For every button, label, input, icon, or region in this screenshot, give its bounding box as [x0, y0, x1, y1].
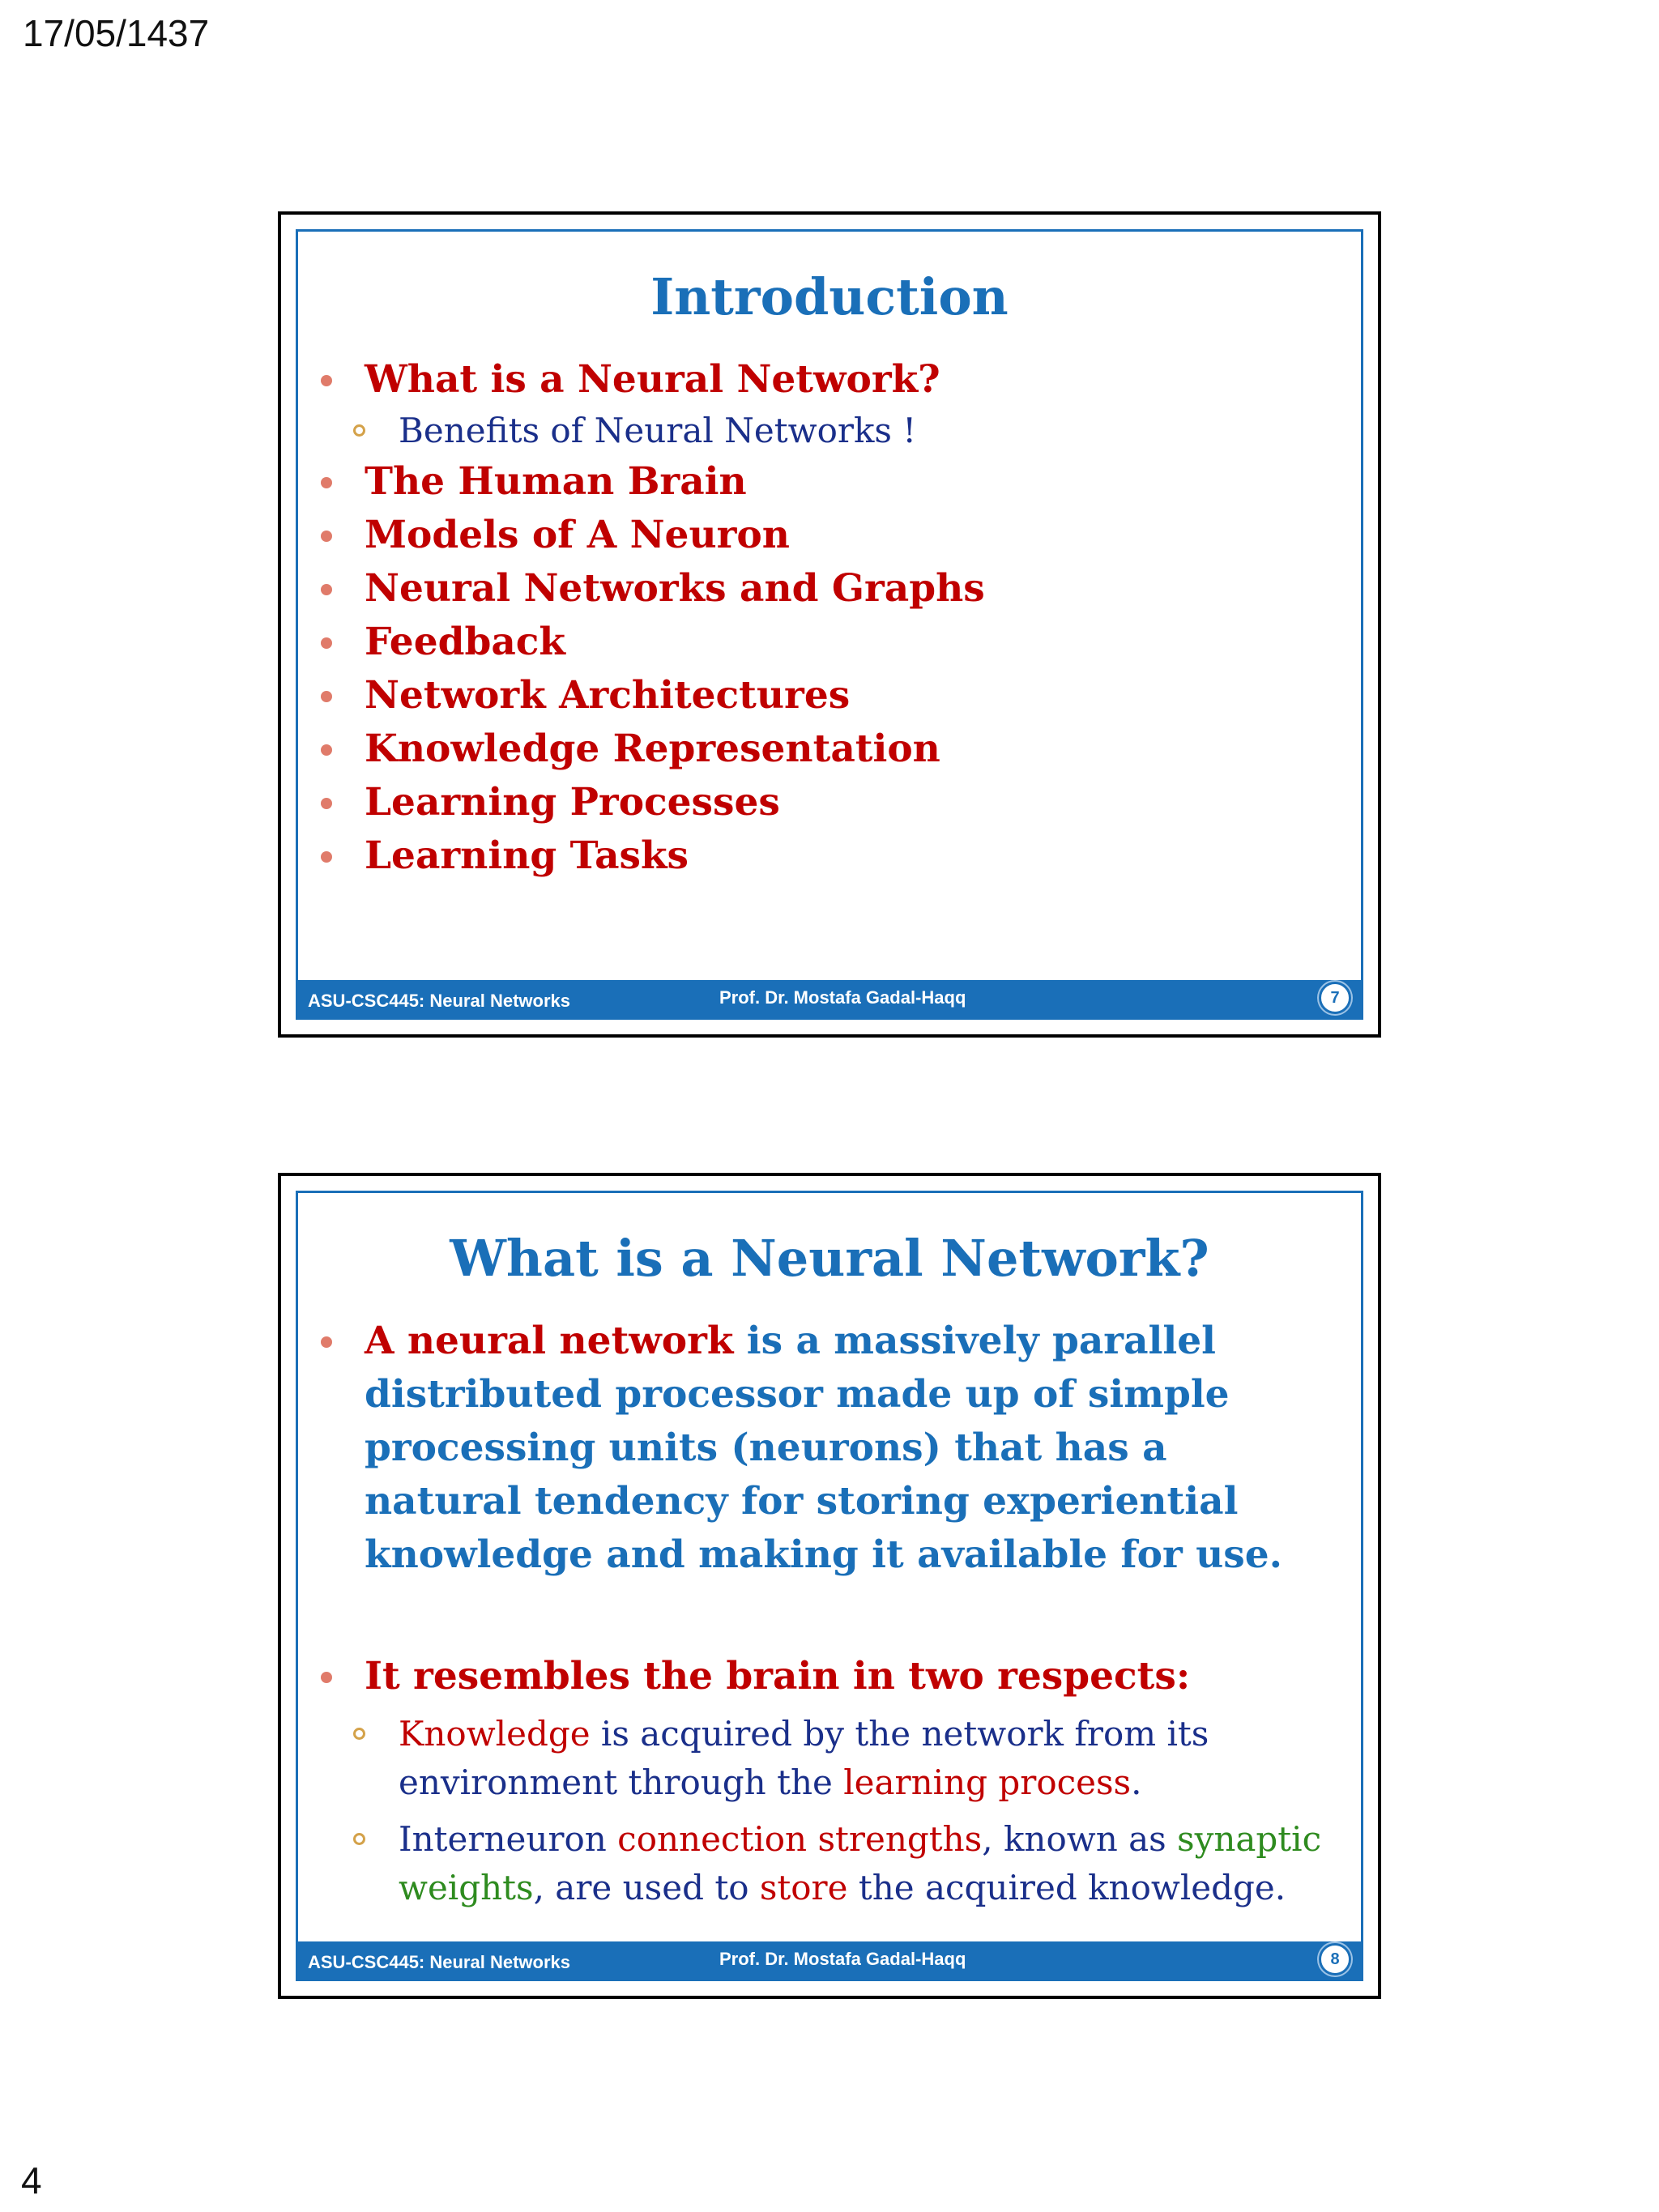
list-item: Learning Tasks [314, 829, 1337, 883]
list-item: Feedback [314, 616, 1337, 669]
list-item: What is a Neural Network? [314, 353, 1337, 407]
definition-list [314, 1315, 1337, 1912]
page-date: 17/05/1437 [23, 12, 210, 54]
sub-text: , known as [982, 1819, 1178, 1859]
footer-author: Prof. Dr. Mostafa Gadal-Haqq [719, 1949, 966, 1969]
slide-introduction [278, 211, 1381, 1038]
sub-text: is acquired by the network from its environment through the [399, 1714, 1209, 1802]
slide-title: Introduction [650, 267, 1009, 326]
list-item: Neural Networks and Graphs [314, 562, 1337, 616]
term-connection-strengths: connection strengths [617, 1819, 983, 1859]
list-item: Models of A Neuron [314, 509, 1337, 562]
slide-title: What is a Neural Network? [450, 1229, 1209, 1288]
page-number: 4 [21, 2159, 42, 2201]
term-store: store [759, 1868, 848, 1907]
sub-text: Interneuron [399, 1819, 618, 1859]
footer-course: ASU-CSC445: Neural Networks [308, 991, 570, 1011]
resemblance-bullet: It resembles the brain in two respects: [314, 1650, 1337, 1703]
sub-list-item: Benefits of Neural Networks ! [314, 407, 1337, 455]
slide-footer [298, 1941, 1361, 1979]
slide-footer [298, 980, 1361, 1017]
definition-text: is a massively parallel distributed processor made up of simple processing units (neurons) that has a natural tendency for storing experiential knowledge and making it available for use. [365, 1319, 1283, 1577]
sub-list-item [314, 1710, 1337, 1807]
sub-text: the acquired knowledge. [847, 1868, 1286, 1907]
sub-list-item [314, 1815, 1337, 1912]
definition-bullet [314, 1315, 1337, 1582]
sub-text: , are used to [533, 1868, 760, 1907]
list-item: Network Architectures [314, 669, 1337, 722]
footer-author: Prof. Dr. Mostafa Gadal-Haqq [719, 987, 966, 1008]
term-knowledge: Knowledge [399, 1714, 591, 1754]
topic-list [314, 353, 1337, 883]
slide-what-is-nn [278, 1173, 1381, 1999]
term-learning-process: learning process [843, 1762, 1132, 1802]
term-synaptic-weights: synaptic weights [399, 1819, 1322, 1907]
list-item: Knowledge Representation [314, 722, 1337, 776]
sub-text: . [1131, 1762, 1142, 1802]
slide-content-area [296, 229, 1363, 1020]
footer-course: ASU-CSC445: Neural Networks [308, 1952, 570, 1972]
list-item: The Human Brain [314, 455, 1337, 509]
list-item: Learning Processes [314, 776, 1337, 829]
term-neural-network: A neural network [365, 1319, 734, 1363]
slide-number-badge: 7 [1319, 982, 1351, 1014]
slide-content-area [296, 1191, 1363, 1981]
slide-number-badge: 8 [1319, 1943, 1351, 1975]
